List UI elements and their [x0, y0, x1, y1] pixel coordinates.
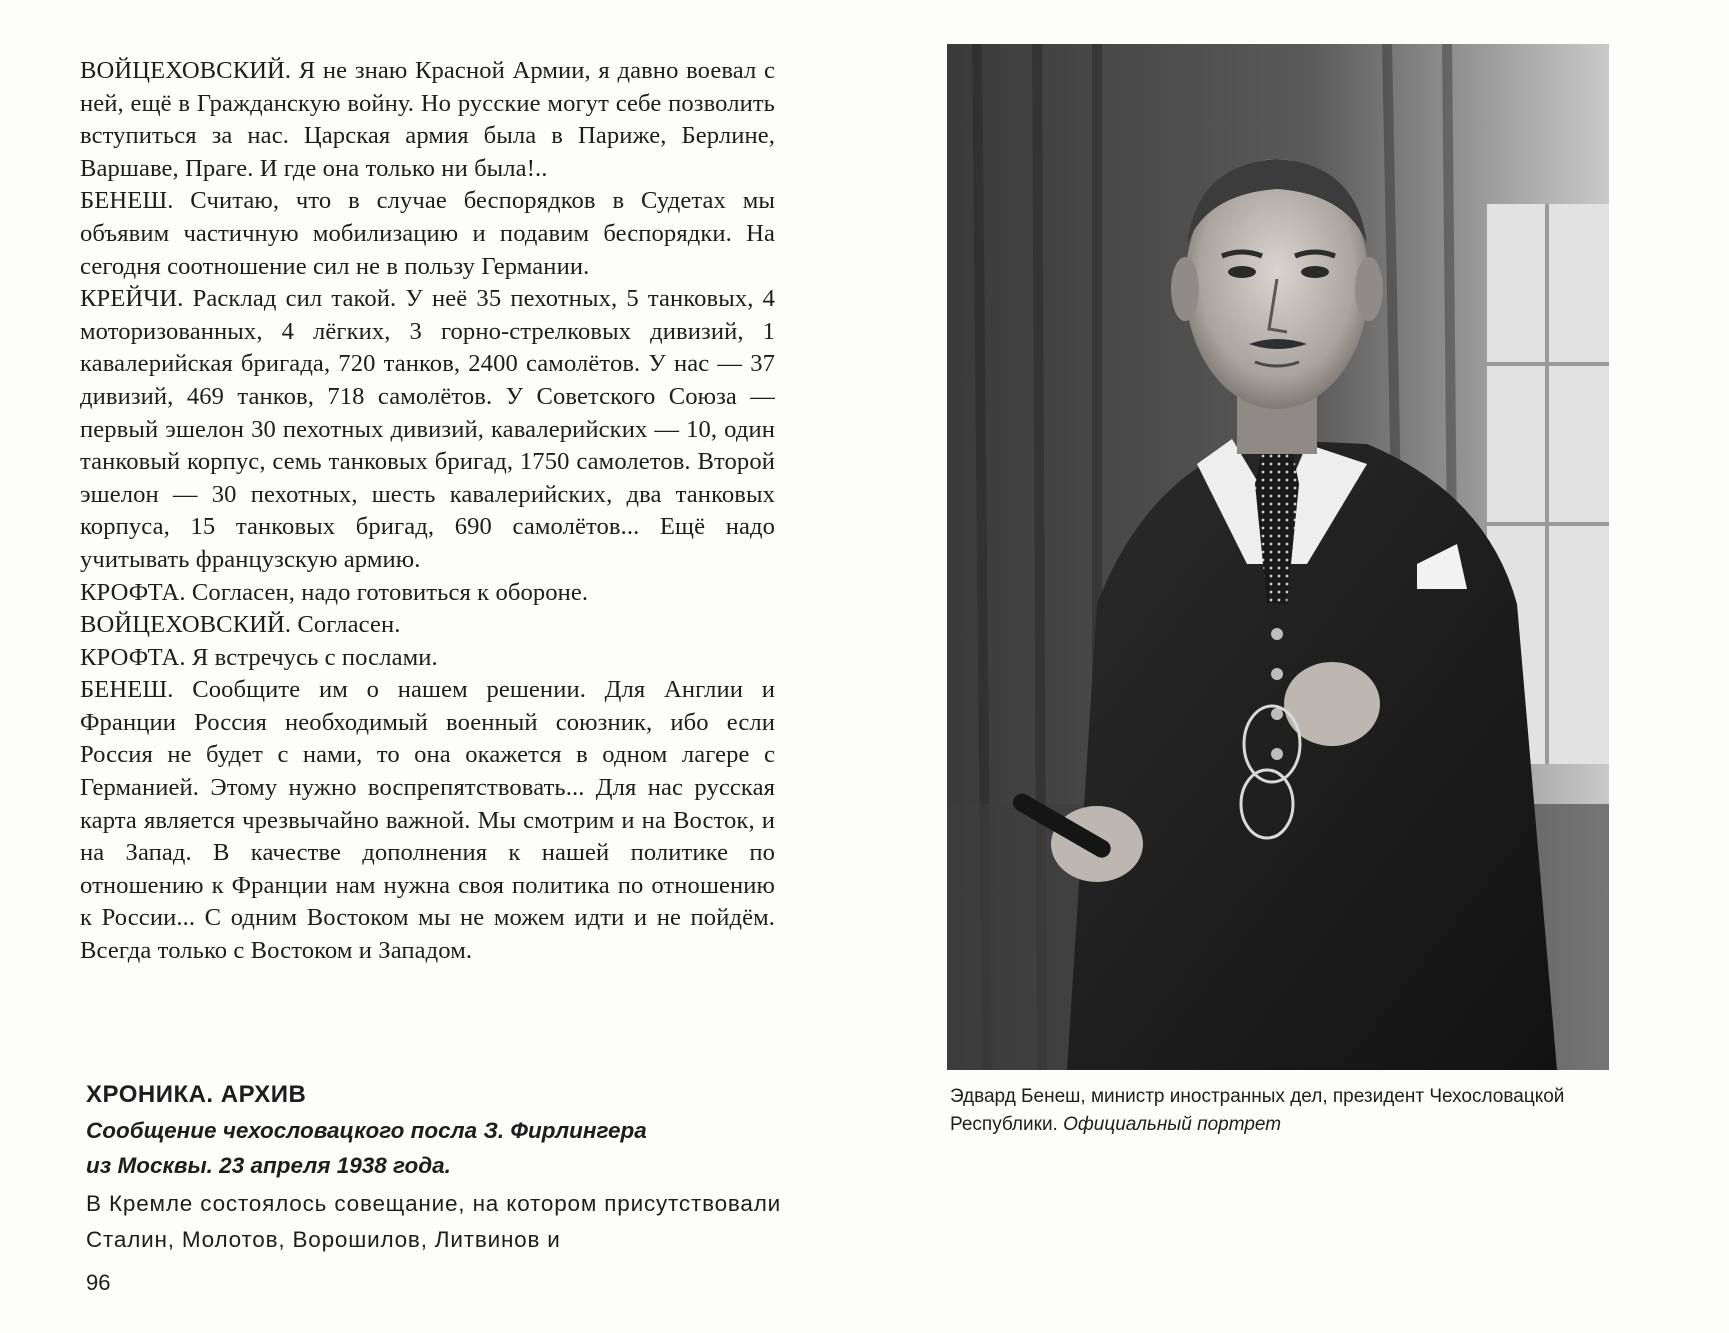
paragraph-krofta-1: КРОФТА. Согласен, надо готовиться к обороне.: [80, 578, 589, 606]
play-text: [80, 55, 775, 968]
paragraph-voitsekhovsky-2: ВОЙЦЕХОВСКИЙ. Согласен.: [80, 611, 401, 639]
chronicle-subtitle-line-1: Сообщение чехословацкого посла З. Фирлингера: [86, 1118, 647, 1143]
paragraph-benesh-2: БЕНЕШ. Сообщите им о нашем решении. Для Англии и Франции Россия необходимый военный союзник, ибо если Россия не будет с нами, то она окажется в одном лагере с Германией. Этому нужно воспрепятствовать... Для нас русская карта является чрезвычайно важной. Мы смотрим и на Восток, и на Запад. В качестве дополнения к нашей политике по отношению к Франции нам нужна своя политика по отношению к России... С одним Востоком мы не можем идти и не пойдём. Всегда только с Востоком и Западом.: [80, 676, 775, 965]
chronicle-section: [86, 1079, 781, 1258]
paragraph-benesh-1: БЕНЕШ. Считаю, что в случае беспорядков в Судетах мы объявим частичную мобилизацию и подавим беспорядки. На сегодня соотношение сил не в пользу Германии.: [80, 187, 775, 280]
paragraph-krofta-2: КРОФТА. Я встречусь с послами.: [80, 643, 438, 671]
photo-caption: [950, 1083, 1610, 1139]
portrait-photo: [947, 44, 1609, 1070]
chronicle-subtitle-line-2: из Москвы. 23 апреля 1938 года.: [86, 1153, 451, 1178]
chronicle-body: В Кремле состоялось совещание, на котором присутствовали Сталин, Молотов, Ворошилов, Литвинов и: [86, 1191, 781, 1252]
paragraph-voitsekhovsky-1: ВОЙЦЕХОВСКИЙ. Я не знаю Красной Армии, я давно воевал с ней, ещё в Гражданскую войну. Но русские могут себе позволить вступиться за нас. Царская армия была в Париже, Берлине, Варшаве, Праге. И где она только ни была!..: [80, 57, 775, 182]
portrait-illustration: [947, 44, 1609, 1070]
paragraph-krejci: КРЕЙЧИ. Расклад сил такой. У неё 35 пехотных, 5 танковых, 4 моторизованных, 4 лёгких, 3 горно-стрелковых дивизий, 1 кавалерийская бригада, 720 танков, 2400 самолётов. У нас — 37 дивизий, 469 танков, 718 самолётов. У Советского Союза — первый эшелон 30 пехотных дивизий, кавалерийских — 10, один танковый корпус, семь танковых бригад, 1750 самолетов. Второй эшелон — 30 пехотных, шесть кавалерийских, два танковых корпуса, 15 танковых бригад, 690 самолётов... Ещё надо учитывать французскую армию.: [80, 285, 775, 573]
caption-italic: Официальный портрет: [1063, 1114, 1282, 1135]
caption-text: Эдвард Бенеш, министр иностранных дел, президент Чехословацкой Республики.: [950, 1086, 1565, 1135]
page-number: 96: [86, 1270, 111, 1295]
chronicle-subtitle: [86, 1113, 781, 1183]
dialogue: [80, 55, 775, 968]
chronicle-heading: ХРОНИКА. АРХИВ: [86, 1081, 307, 1108]
